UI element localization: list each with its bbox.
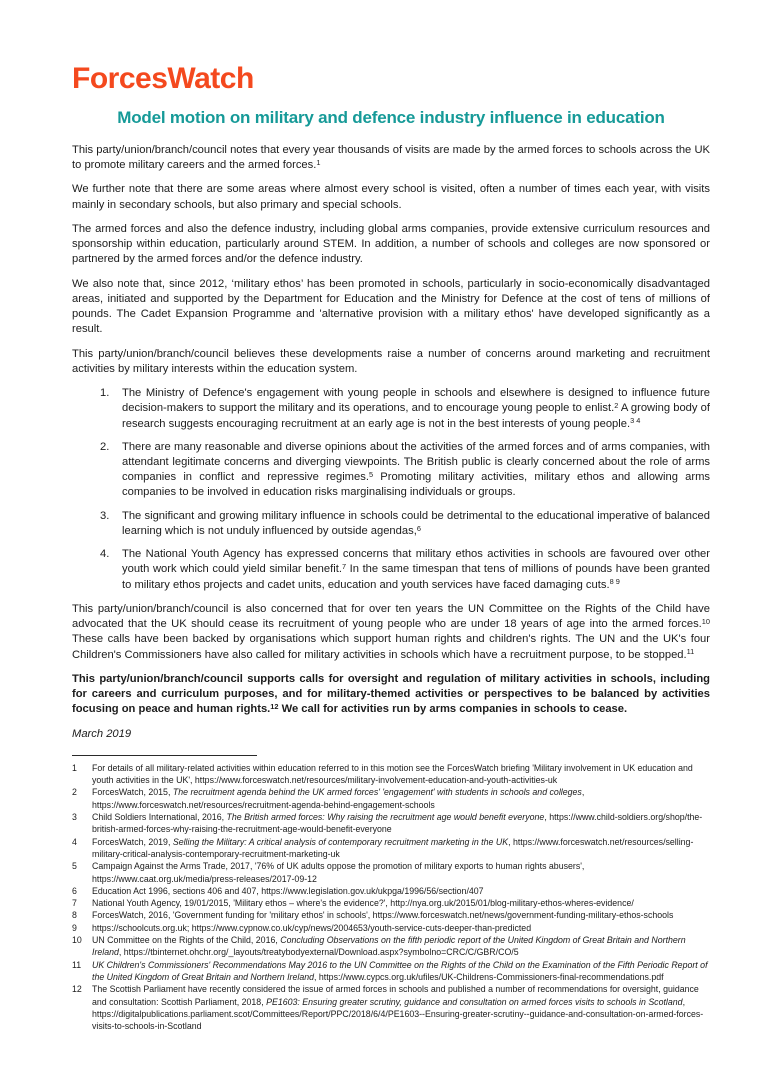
footnote-text <box>92 922 710 934</box>
footnote-number: 4 <box>72 836 77 847</box>
list-item-text <box>122 440 710 501</box>
footnote-item <box>72 959 710 984</box>
paragraph <box>72 672 710 718</box>
text-segment: ForcesWatch, 2016, 'Government funding for 'military ethos' in schools', https://www.forceswatch.net/news/government-funding-military-ethos-schools <box>92 910 674 921</box>
footnote-ref: 6 <box>416 523 421 533</box>
text-segment: The National Youth Agency has expressed concerns that military ethos activities in schools are favoured over other youth work which could yield similar benefit. <box>122 548 710 576</box>
text-segment: The significant and growing military influence in schools could be detrimental to the educational imperative of balanced learning which is not unduly influenced by outside agendas, <box>122 509 710 537</box>
text-segment: The Scottish Parliament have recently considered the issue of armed forces in schools and published a number of recommendations for oversight, guidance and consultation: Scottish Parliament, 2018, <box>92 984 699 1007</box>
footnote-item <box>72 811 710 836</box>
footnote-number: 3 <box>72 811 77 822</box>
document-title: Model motion on military and defence industry influence in education <box>117 108 665 127</box>
footnote-number: 7 <box>72 898 77 909</box>
text-segment: In the same timespan that tens of millions of pounds have been granted to military ethos projects and cadet units, education and youth services have faced damaging cuts. <box>122 563 710 591</box>
list-item <box>72 509 710 539</box>
paragraph <box>72 143 710 173</box>
text-segment: A growing body of research suggests encouraging recruitment at an early age is not in the best interests of young people. <box>122 402 710 430</box>
text-segment: https://schoolcuts.org.uk; https://www.cypnow.co.uk/cyp/news/2004653/youth-service-cuts-deeper-than-predicted <box>92 922 532 933</box>
footnote-item <box>72 897 710 909</box>
footnote-item <box>72 860 710 885</box>
footnote-item <box>72 885 710 897</box>
document-body <box>72 143 710 742</box>
paragraph <box>72 182 710 212</box>
text-segment: For details of all military-related activities within education referred to in this motion see the ForcesWatch briefing 'Military involvement in UK education and youth activities in the UK', https://www.forceswatch.net/resources/military-involvement-education-and-youth-activities-uk <box>92 762 693 786</box>
footnote-ref: 1 <box>316 157 321 167</box>
footnote-text <box>92 897 710 909</box>
footnote-text <box>92 983 710 1032</box>
footnote-text <box>92 836 710 861</box>
paragraph <box>72 602 710 663</box>
footnote-ref: 8 9 <box>609 577 620 587</box>
footnote-ref: 11 <box>686 647 695 657</box>
text-segment: National Youth Agency, 19/01/2015, 'Military ethos – where's the evidence?', http://nya.org.uk/2015/01/blog-military-ethos-wheres-evidence/ <box>92 898 634 909</box>
footnote-separator <box>72 755 257 756</box>
footnote-text <box>92 762 710 787</box>
footnote-number: 11 <box>72 959 82 970</box>
paragraph <box>72 727 710 742</box>
footnote-item <box>72 983 710 1032</box>
list-item-text <box>122 386 710 432</box>
text-segment: , https://tbinternet.ohchr.org/_layouts/treatybodyexternal/Download.aspx?symbolno=CRC/C/GBR/CO/5 <box>118 947 519 958</box>
paragraph <box>72 347 710 377</box>
footnote-text <box>92 860 710 885</box>
text-segment: Education Act 1996, sections 406 and 407, https://www.legislation.gov.uk/ukpga/1996/56/section/407 <box>92 885 484 896</box>
footnote-text <box>92 786 710 811</box>
footnote-item <box>72 934 710 959</box>
text-segment: The recruitment agenda behind the UK armed forces' 'engagement' with students in schools and colleges <box>172 787 582 798</box>
footnote-text <box>92 909 710 921</box>
footnote-number: 12 <box>72 984 82 995</box>
footnote-ref: 12 <box>270 701 279 711</box>
text-segment: Campaign Against the Arms Trade, 2017, '76% of UK adults oppose the promotion of military exports to human rights abusers', https://www.caat.org.uk/media/press-releases/2017-09-12 <box>92 861 585 884</box>
text-segment: Child Soldiers International, 2016, <box>92 811 227 822</box>
footnote-text <box>92 959 710 984</box>
footnote-item <box>72 836 710 861</box>
footnote-number: 2 <box>72 787 77 798</box>
footnote-ref: 2 <box>614 400 619 410</box>
footnote-ref: 7 <box>341 562 347 572</box>
text-segment: , https://www.forceswatch.net/resources/recruitment-agenda-behind-engagement-schools <box>92 787 585 810</box>
footnote-number: 5 <box>72 861 77 872</box>
logo-title: ForcesWatch <box>72 62 254 95</box>
text-segment: There are many reasonable and diverse opinions about the activities of the armed forces and of arms companies, with attendant legitimate concerns and diverging viewpoints. The British public is clearly concerned about the role of arms companies in conflict and repressive regimes. <box>122 440 710 484</box>
footnote-text <box>92 885 710 897</box>
footnote-number: 10 <box>72 935 82 946</box>
text-segment: These calls have been backed by organisations which support human rights and children's rights. The UN and the UK's four Children's Commissioners have also called for military activities in schools which have a recruitment purpose, to be stopped. <box>72 633 710 661</box>
footnote-ref: 5 <box>368 469 374 479</box>
text-segment: We call for activities run by arms companies in schools to cease. <box>278 703 628 716</box>
text-segment: The Ministry of Defence's engagement with young people in schools and elsewhere is designed to influence future decision-makers to support the military and its operations, and to encourage young people to enlist. <box>122 387 710 415</box>
text-segment: ForcesWatch, 2015, <box>92 787 173 798</box>
list-item <box>72 547 710 593</box>
footnote-item <box>72 922 710 934</box>
text-segment: UN Committee on the Rights of the Child, 2016, <box>92 935 281 946</box>
list-item-number: 3. <box>100 509 110 522</box>
footnote-number: 6 <box>72 885 77 896</box>
motion-list <box>72 386 710 593</box>
text-segment: , https://digitalpublications.parliament.scot/Committees/Report/PPC/2018/6/4/PE1603--Ensuring-greater-scrutiny--guidance-and-consultation-on-armed-forces-visits-to-schools-in-Scotland <box>92 996 704 1032</box>
list-item <box>72 440 710 501</box>
paragraph <box>72 277 710 338</box>
footnote-number: 8 <box>72 910 77 921</box>
text-segment: We also note that, since 2012, ‘military ethos’ has been promoted in schools, particularly in socio-economically disadvantaged areas, initiated and supported by the Department for Education and the Ministry for Defence at the cost of tens of millions of pounds. The Cadet Expansion Programme and 'alternative provision with a military ethos' have developed significantly as a result. <box>72 277 710 336</box>
text-segment: , https://www.cypcs.org.uk/ufiles/UK-Childrens-Commissioners-final-recommendations.pdf <box>314 972 664 983</box>
footnotes-list <box>72 762 710 1033</box>
text-segment: Promoting military activities, military ethos and allowing arms companies to be involved in education risks marginalising individuals or groups. <box>122 471 711 499</box>
text-segment: , https://www.child-soldiers.org/shop/the-british-armed-forces-why-raising-the-recruitment-age-would-benefit-everyone <box>92 811 703 835</box>
text-segment: PE1603: Ensuring greater scrutiny, guidance and consultation on armed forces visits to schools in Scotland <box>266 996 683 1007</box>
list-item-number: 2. <box>100 440 110 453</box>
footnote-ref: 3 4 <box>630 416 641 426</box>
text-segment: , https://www.forceswatch.net/resources/selling-military-critical-analysis-contemporary-recruitment-marketing-uk <box>92 836 694 859</box>
list-item-number: 4. <box>100 548 110 561</box>
text-segment: Concluding Observations on the fifth periodic report of the United Kingdom of Great Britain and Northern Ireland <box>92 935 686 958</box>
text-segment: UK Children's Commissioners' Recommendations May 2016 to the UN Committee on the Rights of the Child on the Examination of the Fifth Periodic Report of the United Kingdom of Great Britain and Northern Ireland <box>92 959 708 983</box>
footnote-item <box>72 786 710 811</box>
footnote-text <box>92 811 710 836</box>
list-item-text <box>122 547 710 593</box>
text-segment: March 2019 <box>72 727 132 740</box>
text-segment: The armed forces and also the defence industry, including global arms companies, provide extensive curriculum resources and sponsorship within education, particularly around STEM. In addition, a number of schools and colleges are now sponsored or partnered by the armed forces and/or the defence industry. <box>72 222 710 266</box>
text-segment: This party/union/branch/council supports calls for oversight and regulation of military activities in schools, including for careers and curriculum purposes, and for military-themed activities or perspectives to be balanced by activities focusing on peace and human rights. <box>72 672 710 716</box>
footnote-number: 9 <box>72 922 77 933</box>
text-segment: The British armed forces: Why raising the recruitment age would benefit everyone <box>226 811 545 822</box>
footnote-number: 1 <box>72 762 77 773</box>
text-segment: This party/union/branch/council believes these developments raise a number of concerns around marketing and recruitment activities by military interests within the education system. <box>72 347 710 375</box>
list-item-text <box>122 509 710 539</box>
text-segment: ForcesWatch, 2019, <box>92 836 173 847</box>
list-item <box>72 386 710 432</box>
paragraph <box>72 222 710 268</box>
list-item-number: 1. <box>100 387 110 400</box>
text-segment: This party/union/branch/council is also concerned that for over ten years the UN Committee on the Rights of the Child have advocated that the UK should cease its recruitment of young people who are under 18 years of age into the armed forces. <box>72 602 710 631</box>
footnote-item <box>72 909 710 921</box>
footnote-item <box>72 762 710 787</box>
footnote-text <box>92 934 710 959</box>
footnote-ref: 10 <box>701 616 710 626</box>
text-segment: We further note that there are some areas where almost every school is visited, often a number of times each year, with visits mainly in secondary schools, but also primary and special schools. <box>72 183 710 211</box>
text-segment: This party/union/branch/council notes that every year thousands of visits are made by the armed forces to schools across the UK to promote military careers and the armed forces. <box>72 144 710 172</box>
text-segment: Selling the Military: A critical analysis of contemporary recruitment marketing in the UK <box>172 836 509 847</box>
